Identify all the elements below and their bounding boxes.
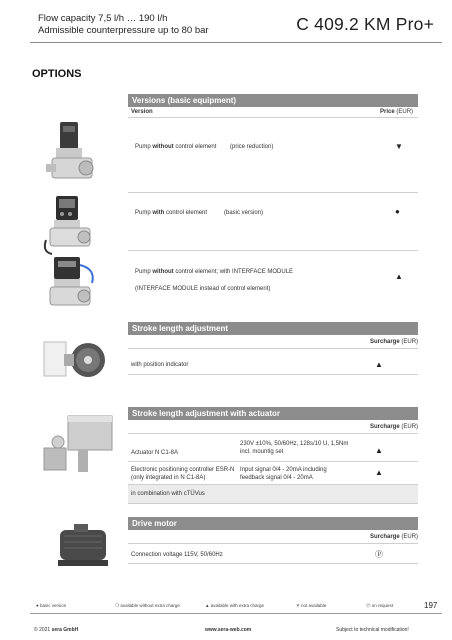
text-bold: without [152,269,174,275]
text: control element; with INTERFACE MODULE [173,269,294,275]
actuator-row3-label: in combination with cTÜVus [131,491,205,497]
divider [128,117,418,118]
surcharge-unit: (EUR) [401,339,419,345]
versions-col-version: Version [131,109,153,115]
footer-note: Subject to technical modification! [336,627,409,633]
text: Pump [135,144,153,150]
footer-divider [30,613,442,614]
pump-with-control-photo [40,190,100,260]
motor-row1-label: Connection voltage 115V, 50/60Hz [131,552,223,558]
surcharge-unit: (EUR) [401,534,419,540]
version-row1-note: (price reduction) [230,144,274,150]
text: Pump [135,210,153,216]
stroke-row1-label: with position indicator [131,362,189,368]
drive-motor-photo [44,520,122,578]
surcharge-label: Surcharge [370,424,400,430]
model-title: C 409.2 KM Pro+ [296,14,434,34]
divider [128,348,418,349]
legend-text: on request [371,603,394,608]
footer-web[interactable]: www.sera-web.com [205,627,252,633]
actuator-row1-spec2: incl. mountig set [240,449,284,455]
stroke-col [370,338,418,346]
text: Pump [135,269,153,275]
section-title: OPTIONS [32,68,82,80]
versions-bar: Versions (basic equipment) [128,94,418,107]
price-label: Price [380,109,395,115]
legend-text: basic version [39,603,67,608]
actuator-row2-label1: Electronic positioning controller ESR-N [131,467,235,473]
actuator-col [370,423,418,431]
actuator-row1-spec1: 230V ±10%, 50/60Hz, 128s/10 U, 1,5Nm [240,441,349,447]
basic-version-icon: ● [36,603,39,608]
counterpressure-text: Admissible counterpressure up to 80 bar [38,25,209,36]
text: control element [173,144,217,150]
legend-na [296,603,326,609]
legend-text: available with extra charge [210,603,265,608]
stroke-adjustment-photo [40,330,120,386]
legend-text: not available [301,603,327,608]
on-request-icon: Ⓟ [366,603,371,608]
extra-charge-icon: ▲ [205,603,210,608]
page-number: 197 [424,601,438,610]
actuator-row1-symbol: ▲ [375,446,383,455]
version-row3-symbol: ▲ [395,272,403,281]
motor-bar: Drive motor [128,517,418,530]
no-charge-icon: ❍ [115,603,120,608]
motor-col [370,533,418,541]
version-row2-label [135,209,207,217]
company-name: sera GmbH [51,627,79,633]
version-row1-label [135,143,216,151]
legend-text: available without extra charge [120,603,180,608]
actuator-row1-label: Actuator N C1-8A [131,450,179,456]
divider [128,374,418,375]
divider [128,433,418,434]
surcharge-unit: (EUR) [401,424,419,430]
footer-copyright [34,627,78,633]
divider [128,543,418,544]
version-row3-note: (INTERFACE MODULE instead of control element) [135,286,271,292]
text: control element [164,210,208,216]
text-bold: with [152,210,165,216]
actuator-row2-label2: (only integrated in N C1-8A) [131,475,206,481]
not-available-icon: ✕ [296,603,300,608]
actuator-photo [38,412,122,478]
legend-no-charge [115,603,180,609]
legend-extra [205,603,264,608]
version-row2-symbol: ● [395,207,400,216]
versions-col-price [380,108,413,116]
copyright-text: © 2021 [34,627,51,633]
divider [128,250,418,251]
header-subtitle [38,13,209,37]
header-divider [30,42,442,43]
stroke-row1-symbol: ▲ [375,360,383,369]
divider [128,503,418,504]
version-row3-label [135,268,293,276]
divider [128,563,418,564]
divider [128,461,418,462]
pump-without-control-photo [42,118,100,188]
divider [128,192,418,193]
version-row2-note: (basic version) [224,210,264,216]
text-bold: without [152,144,174,150]
actuator-bar: Stroke length adjustment with actuator [128,407,418,420]
motor-row1-symbol: Ⓟ [375,550,383,559]
pump-interface-module-photo [40,253,102,319]
flow-capacity-text: Flow capacity 7,5 l/h … 190 l/h [38,13,168,24]
legend-basic [36,603,66,608]
actuator-row2-spec2: feedback signal 0/4 - 20mA [240,475,313,481]
surcharge-label: Surcharge [370,534,400,540]
actuator-row2-spec1: Input signal 0/4 - 20mA including [240,467,327,473]
legend-request [366,603,393,609]
actuator-row2-symbol: ▲ [375,468,383,477]
version-row1-symbol: ▼ [395,142,403,151]
surcharge-label: Surcharge [370,339,400,345]
price-unit: (EUR) [396,109,414,115]
stroke-bar: Stroke length adjustment [128,322,418,335]
